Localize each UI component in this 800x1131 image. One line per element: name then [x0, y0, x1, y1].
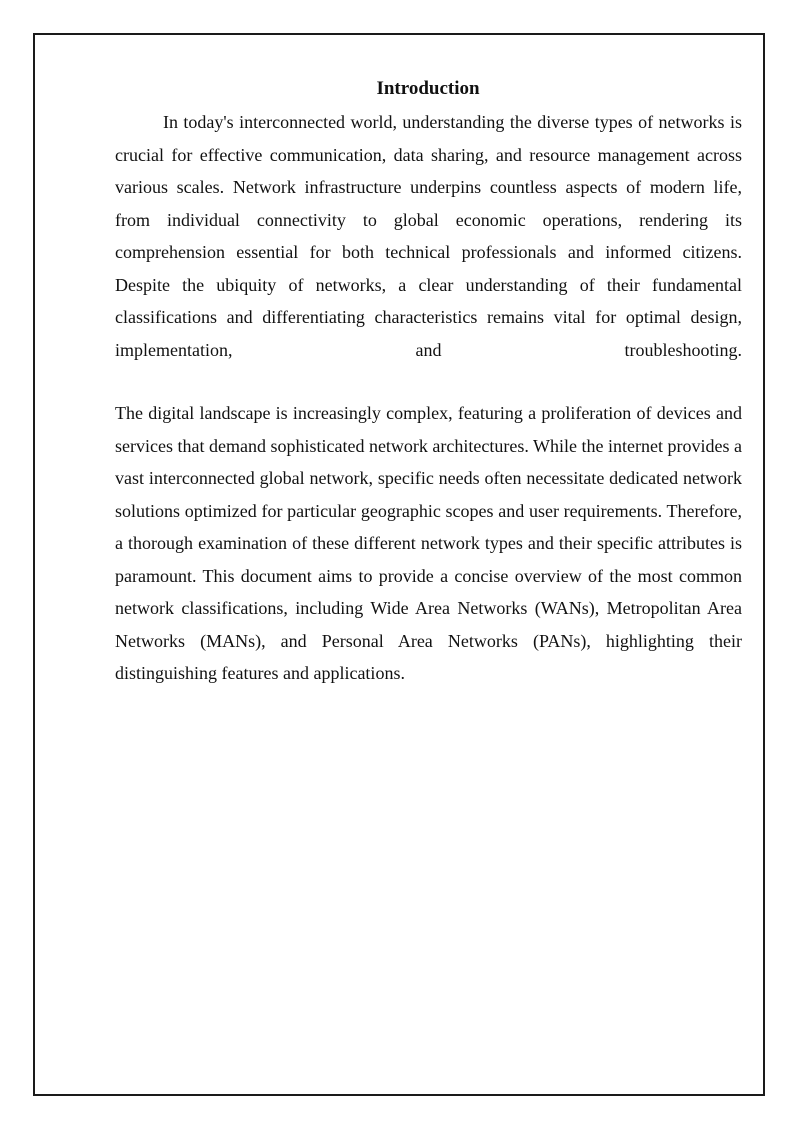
- intro-paragraph-1: In today's interconnected world, understanding the diverse types of networks is crucial for effective communication, data sharing, and resource management across various scales. Network infrastructure underpins countless aspects of modern life, from individual connectivity to global economic operations, rendering its comprehension essential for both technical professionals and informed citizens. Despite the ubiquity of networks, a clear understanding of their fundamental classifications and differentiating characteristics remains vital for optimal design, implementation, and troubleshooting.: [115, 112, 742, 360]
- section-heading: Introduction: [376, 78, 480, 99]
- intro-paragraph-2: The digital landscape is increasingly complex, featuring a proliferation of devices and services that demand sophisticated network architectures. While the internet provides a vast interconnected global network, specific needs often necessitate dedicated network solutions optimized for particular geographic scopes and user requirements. Therefore, a thorough examination of these different network types and their specific attributes is paramount. This document aims to provide a concise overview of the most common network classifications, including Wide Area Networks (WANs), Metropolitan Area Networks (MANs), and Personal Area Networks (PANs), highlighting their distinguishing features and applications.: [115, 403, 742, 683]
